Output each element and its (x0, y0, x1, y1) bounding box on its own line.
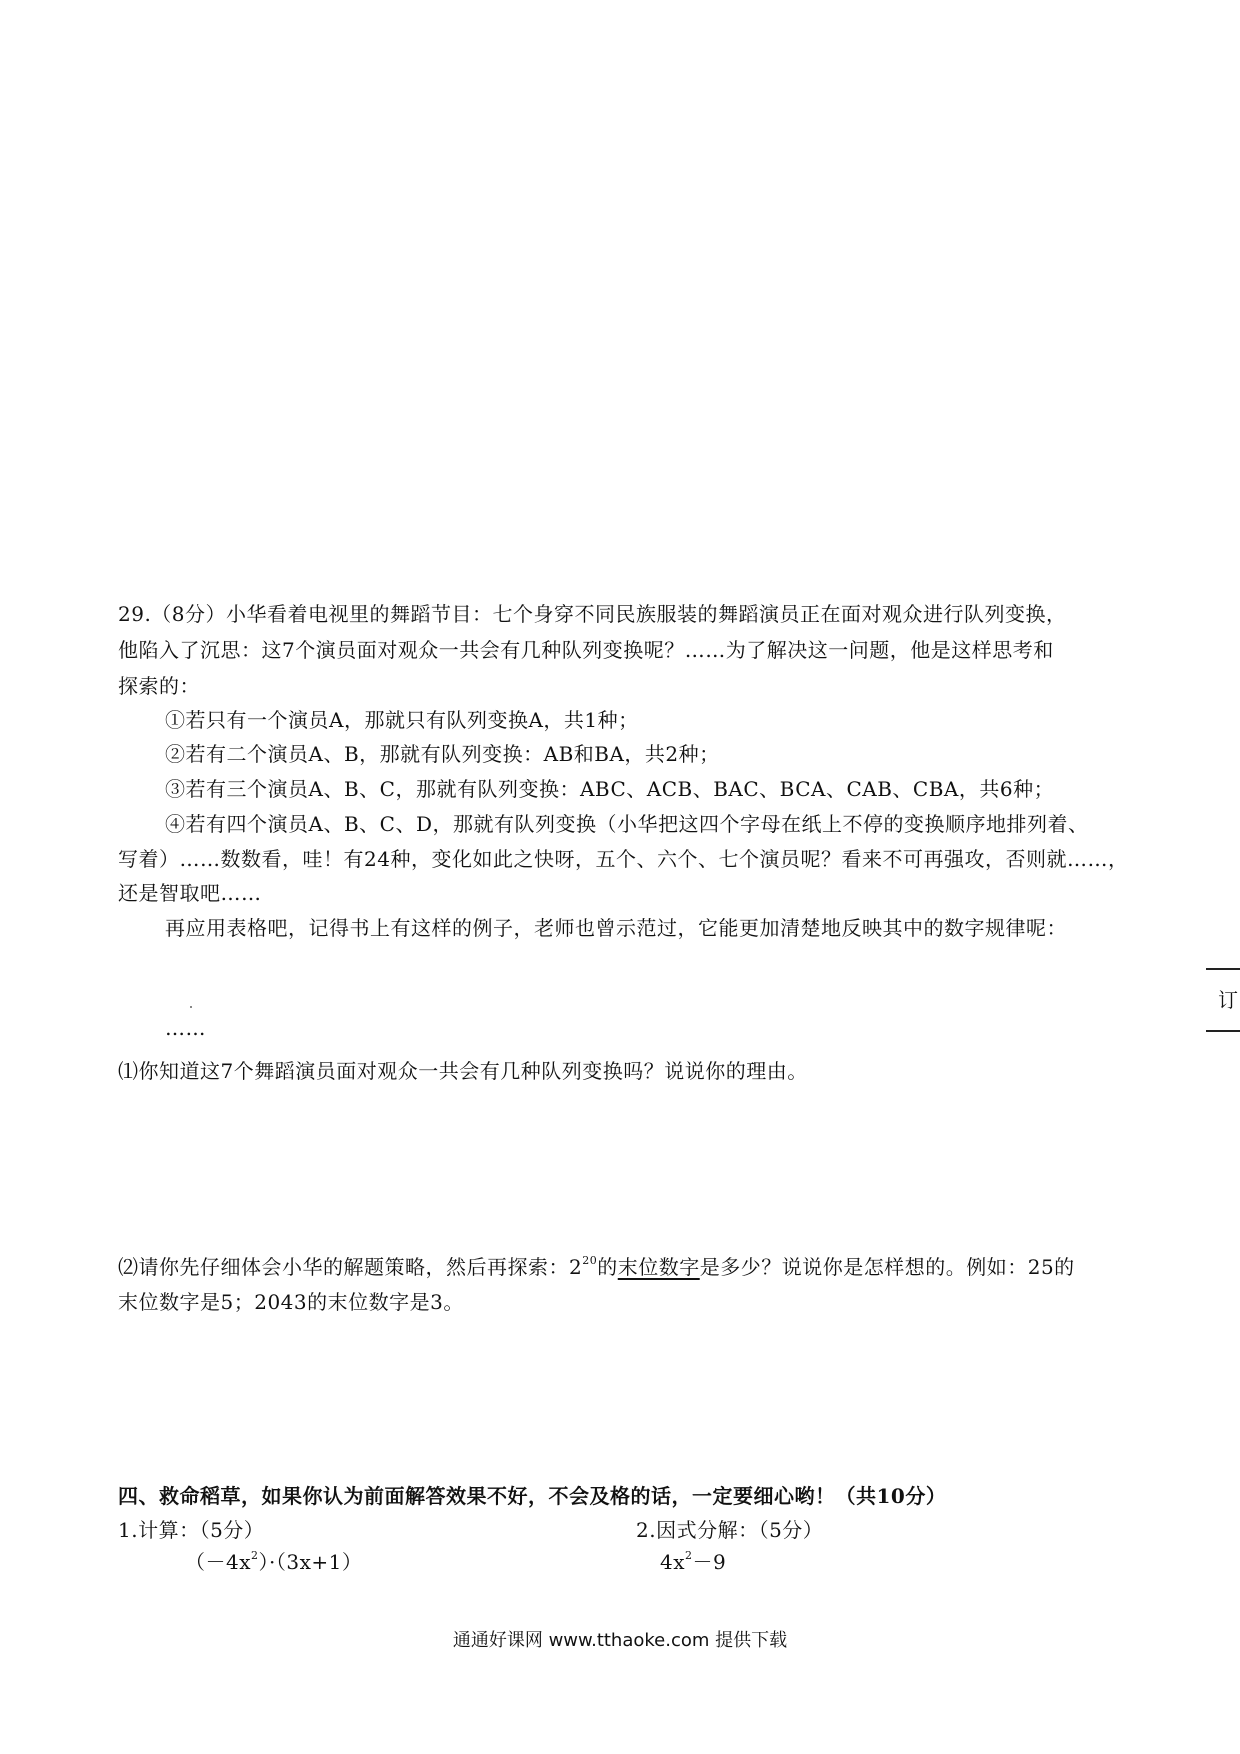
item-1-label: 1.计算：（5分） (118, 1518, 265, 1542)
step-2: ②若有二个演员A、B，那就有队列变换：AB和BA，共2种； (165, 742, 720, 766)
section-4-heading: 四、救命稻草，如果你认为前面解答效果不好，不会及格的话，一定要细心哟！（共10分） (118, 1484, 947, 1508)
step-4-line1: ④若有四个演员A、B、C、D，那就有队列变换（小华把这四个字母在纸上不停的变换顺序地排列着、 (165, 812, 1089, 836)
item-2-expression: $4x^2-9$ (660, 1549, 727, 1574)
question-2-line2: 末位数字是5；2043的末位数字是3。 (118, 1290, 464, 1314)
ellipsis: …… (165, 1016, 206, 1040)
step-4-line3: 还是智取吧…… (118, 881, 262, 905)
question-1: ⑴你知道这7个舞蹈演员面对观众一共会有几种队列变换吗？说说你的理由。 (118, 1059, 808, 1083)
footer-watermark: 通通好课网 www.tthaoke.com 提供下载 (452, 1630, 788, 1651)
question-2-line1: ⑵请你先仔细体会小华的解题策略，然后再探索：$2^{20}$的末位数字是多少？说说你是怎样想的。例如：25的 (118, 1254, 1075, 1279)
step-3: ③若有三个演员A、B、C，那就有队列变换：ABC、ACB、BAC、BCA、CAB、CBA，共6种； (165, 777, 1055, 801)
scan-speck (190, 1006, 192, 1008)
problem29-line3: 探索的： (118, 674, 200, 698)
problem29-line2: 他陷入了沉思：这7个演员面对观众一共会有几种队列变换呢？……为了解决这一问题，他是这样思考和 (118, 638, 1054, 662)
side-binding-tab: 订 (1206, 968, 1240, 1032)
exponent: 20 (582, 1254, 598, 1268)
step-4-line2: 写着）……数数看，哇！有24种，变化如此之快呀，五个、六个、七个演员呢？看来不可再强攻，否则就……， (118, 847, 1129, 871)
problem29-line1: 29.（8分）小华看着电视里的舞蹈节目：七个身穿不同民族服装的舞蹈演员正在面对观众进行队列变换， (118, 602, 1067, 626)
item-1-expression: $(-4x^2)\cdot(3x+1)$ (185, 1549, 363, 1574)
table-intro: 再应用表格吧，记得书上有这样的例子，老师也曾示范过，它能更加清楚地反映其中的数字规律呢： (165, 916, 1067, 940)
step-1: ①若只有一个演员A，那就只有队列变换A，共1种； (165, 708, 639, 732)
underlined-term: 末位数字 (617, 1255, 700, 1279)
item-2-label: 2.因式分解：（5分） (636, 1518, 824, 1542)
